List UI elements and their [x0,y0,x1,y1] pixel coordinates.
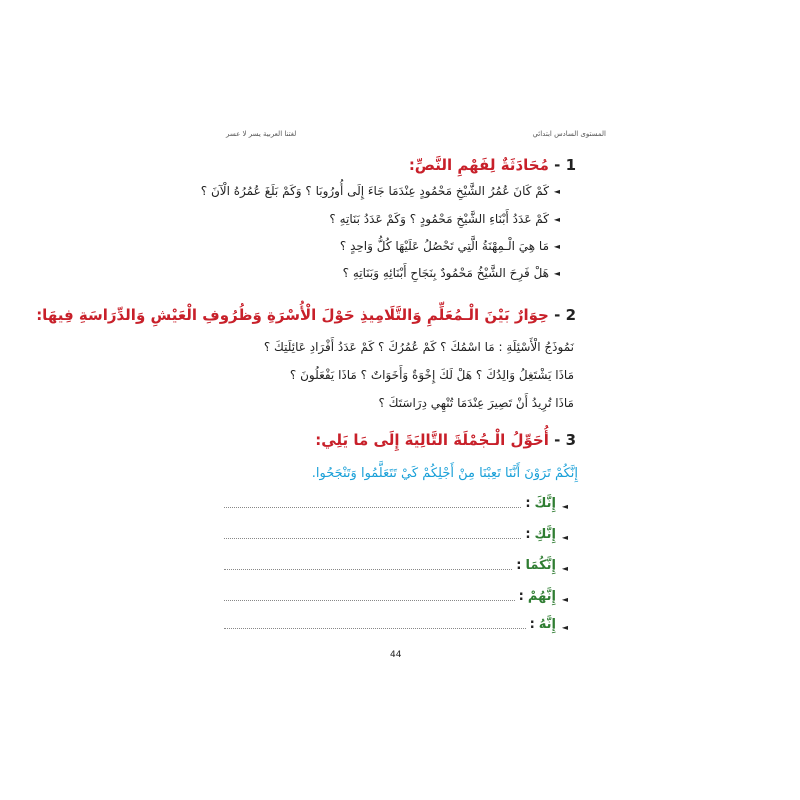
fill-in-pronoun: إِنَّكِ [534,527,556,542]
bullet-icon: ◄ [561,533,568,542]
fill-in-colon: : [529,617,535,632]
fill-in-row [224,558,568,573]
bullet-icon: ◄ [561,595,568,604]
fill-in-row [224,527,568,542]
section3-sentence: إِنَّكُمْ تَرَوْنَ أَنَّنَا تَعِبْنَا مِنْ أَجْلِكُمْ كَيْ تَتَعَلَّمُوا وَتَنْجَحُوا. [311,466,578,481]
fill-in-colon: : [516,558,522,573]
fill-in-pronoun: إِنَّكُمَا [525,558,556,573]
fill-in-row [224,496,568,511]
fill-in-pronoun: إِنَّكَ [534,496,556,511]
bullet-icon: ◄ [561,623,568,632]
page-number: 44 [390,650,402,660]
section1-question [340,239,560,253]
fill-in-answer-line[interactable] [224,498,521,508]
section1-question-text: كَمْ كَانَ عُمُرُ الشَّيْخِ مَحْمُودٍ عِنْدَمَا جَاءَ إِلَى أُورُوبَا ؟ وَكَمْ بَلَغَ عُمُرُهُ الْآنَ ؟ [200,184,549,198]
fill-in-pronoun: إِنَّهُ [538,617,556,632]
section1-question-text: مَا هِيَ الْـمِهْنَةُ الَّتِي تَحْصُلُ عَلَيْهَا كُلُّ وَاحِدٍ ؟ [339,239,549,253]
fill-in-pronoun: إِنَّهُمْ [527,589,556,604]
fill-in-row [224,589,568,604]
fill-in-answer-line[interactable] [224,529,521,539]
section1-question [329,212,560,226]
bullet-icon: ◄ [561,502,568,511]
fill-in-answer-line[interactable] [224,619,526,629]
running-head-book-title: لغتنا العربية يسر لا عسر [226,130,297,138]
section2-number: 2 - [554,306,576,324]
bullet-icon: ◄ [553,214,560,224]
section1-question-text: كَمْ عَدَدُ أَبْنَاءِ الشَّيْخِ مَحْمُودٍ ؟ وَكَمْ عَدَدُ بَنَاتِهِ ؟ [329,212,549,226]
fill-in-answer-line[interactable] [224,591,515,601]
section1-question-text: هَلْ فَرِحَ الشَّيْخُ مَحْمُودٌ بِنَجَاحِ أَبْنَائِهِ وَبَنَاتِهِ ؟ [342,266,549,280]
section1-heading: مُحَادَثَةٌ لِفَهْمِ النَّصِّ: [408,156,549,174]
section1-number: 1 - [554,156,576,174]
bullet-icon: ◄ [561,564,568,573]
section1-title [409,156,576,174]
section3-number: 3 - [554,431,576,449]
section1-question [201,184,560,198]
fill-in-colon: : [525,496,531,511]
bullet-icon: ◄ [553,268,560,278]
running-head-level: المستوى السادس ابتدائي [532,130,606,138]
fill-in-row [224,617,568,632]
section2-line: نَمُوذَجُ الْأَسْئِلَةِ : مَا اسْمُكَ ؟ كَمْ عُمُرُكَ ؟ كَمْ عَدَدُ أَفْرَادِ عَائِلَتِكَ ؟ [263,340,574,354]
fill-in-colon: : [525,527,531,542]
section2-line: مَاذَا تُرِيدُ أَنْ تَصِيرَ عِنْدَمَا تُنْهِي دِرَاسَتَكَ ؟ [378,396,574,410]
fill-in-answer-line[interactable] [224,560,512,570]
section2-heading: حِوَارٌ بَيْنَ الْـمُعَلِّمِ وَالتَّلَامِيذِ حَوْلَ الْأُسْرَةِ وَظُرُوفِ الْعَيْشِ وَالدِّرَاسَةِ فِيهَا: [36,306,549,324]
section3-heading: أُحَوِّلُ الْـجُمْلَةَ التَّالِيَةَ إِلَى مَا يَلِي: [315,431,549,449]
running-head [226,130,606,138]
section2-title [36,306,576,324]
section2-line: مَاذَا يَشْتَغِلُ وَالِدُكَ ؟ هَلْ لَكَ إِخْوَةٌ وَأَخَوَاتٌ ؟ مَاذَا يَفْعَلُونَ ؟ [289,368,574,382]
fill-in-colon: : [518,589,524,604]
bullet-icon: ◄ [553,241,560,251]
bullet-icon: ◄ [553,186,560,196]
section1-question [343,266,560,280]
section3-title [315,431,576,449]
